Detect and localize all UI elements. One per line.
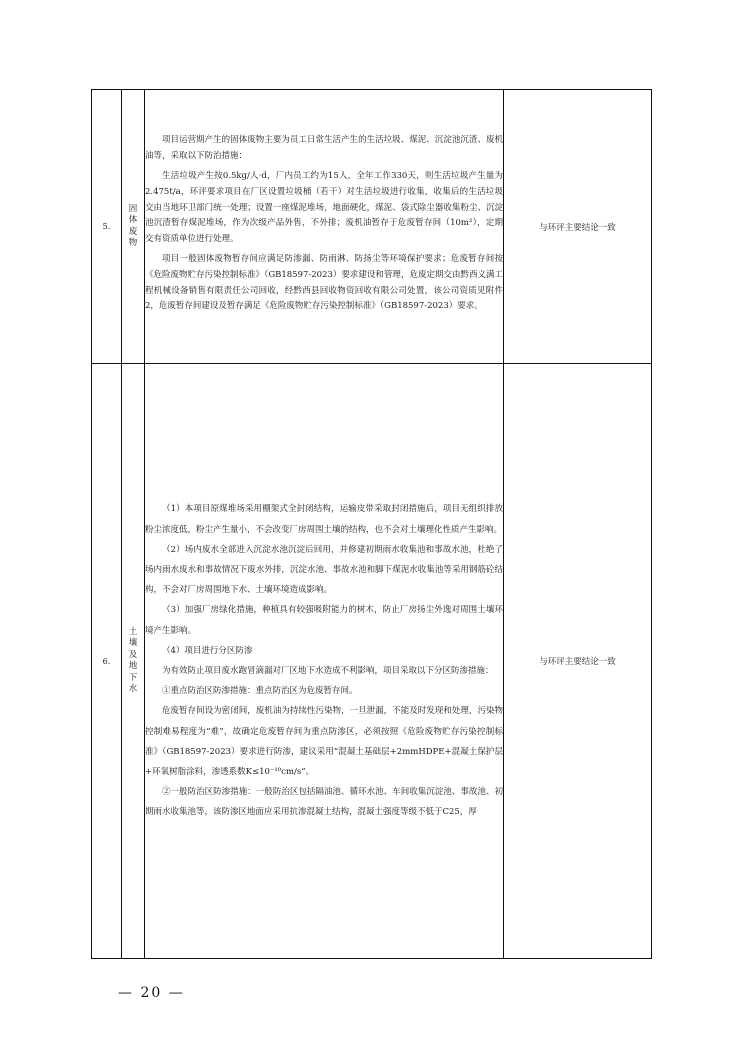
content-paragraph: ②一般防治区防渗措施：一般防治区包括隔油池、循环水池、车间收集沉淀池、事故池、初期雨水收集池等，该防渗区地面应采用抗渗混凝土结构，混凝土强度等级不低于C25，厚 <box>145 787 503 818</box>
row-content <box>145 364 504 959</box>
category-char: 土 <box>128 626 138 637</box>
content-paragraph: 项目运营期产生的固体废物主要为员工日常生活产生的生活垃圾、煤泥、沉淀池沉渣、废机油等，采取以下防治措施： <box>145 135 503 161</box>
category-char: 物 <box>128 238 138 248</box>
content-paragraph: 危废暂存间设为密闭间，废机油为持续性污染物，一旦泄漏，不能及时发现和处理，污染物控制难易程度为“难”，故确定危废暂存间为重点防渗区，必须按照《危险废物贮存污染控制标准》（GB18597-2023）要求进行防渗，建议采用“混凝土基础层+2mmHDPE+混凝土保护层+环氧树脂涂料，渗透系数K≤10⁻¹⁰cm/s”。 <box>145 706 503 778</box>
category-char: 水 <box>128 684 138 694</box>
category-char: 体 <box>128 215 138 225</box>
content-paragraph: （2）场内废水全部进入沉淀水池沉淀后回用，并修建初期雨水收集池和事故水池，杜绝了场内雨水废水和事故情况下废水外排，沉淀水池、事故水池和脚下煤泥水收集池等采用钢筋砼结构，不会对厂房周围地下水、土壤环境造成影响。 <box>145 544 503 596</box>
content-paragraph: （4）项目进行分区防渗 <box>162 645 253 656</box>
category-char: 壤 <box>128 638 138 648</box>
content-paragraph: 为有效防止项目废水跑冒滴漏对厂区地下水造成不利影响，项目采取以下分区防渗措施： <box>162 666 494 676</box>
content-paragraph: （1）本项目原煤堆场采用棚架式全封闭结构，运输皮带采取封闭措施后，项目无组织排放粉尘浓度低，粉尘产生量小，不会改变厂房周围土壤的结构，也不会对土壤理化性质产生影响。 <box>145 504 503 535</box>
row-conclusion: 与环评主要结论一致 <box>504 364 652 959</box>
inspection-table <box>91 89 652 959</box>
table-row <box>92 364 652 959</box>
row-category <box>122 90 145 364</box>
content-paragraph: 生活垃圾产生按0.5kg/人·d，厂内员工约为15人，全年工作330天，则生活垃圾产生量为2.475t/a，环评要求项目在厂区设置垃圾桶（若干）对生活垃圾进行收集，收集后的生活垃圾交由当地环卫部门统一处理；设置一座煤泥堆场，地面硬化，煤泥、袋式除尘器收集粉尘、沉淀池沉渣暂存煤泥堆场，作为次级产品外售，不外排；废机油暂存于危废暂存间（10m²），定期交有资质单位进行处理。 <box>145 171 503 244</box>
category-char: 下 <box>128 672 138 683</box>
row-category <box>122 364 145 959</box>
category-char: 固 <box>128 203 138 214</box>
content-paragraph: （3）加强厂房绿化措施，种植具有较强吸附能力的树木，防止厂房扬尘外逸对周围土壤环境产生影响。 <box>145 605 503 636</box>
content-paragraph: 项目一般固体废物暂存间应满足防渗漏、防雨淋、防扬尘等环境保护要求；危废暂存间按《危险废物贮存污染控制标准》（GB18597-2023）要求建设和管理，危废定期交由黔西义满工程机械设备销售有限责任公司回收，经黔西县回收物资回收有限公司处置，该公司资质见附件2，危废暂存间建设及暂存满足《危险废物贮存污染控制标准》（GB18597-2023）要求。 <box>145 254 503 312</box>
category-char: 废 <box>128 226 138 237</box>
page-number: — 20 — <box>118 985 185 1001</box>
content-paragraph: ①重点防治区防渗措施：重点防治区为危废暂存间。 <box>162 686 358 697</box>
category-char: 及 <box>128 649 138 660</box>
row-number: 6. <box>92 364 122 959</box>
category-char: 地 <box>128 661 138 671</box>
row-content <box>145 90 504 364</box>
table-row <box>92 90 652 364</box>
row-conclusion: 与环评主要结论一致 <box>504 90 652 364</box>
row-number: 5. <box>92 90 122 364</box>
